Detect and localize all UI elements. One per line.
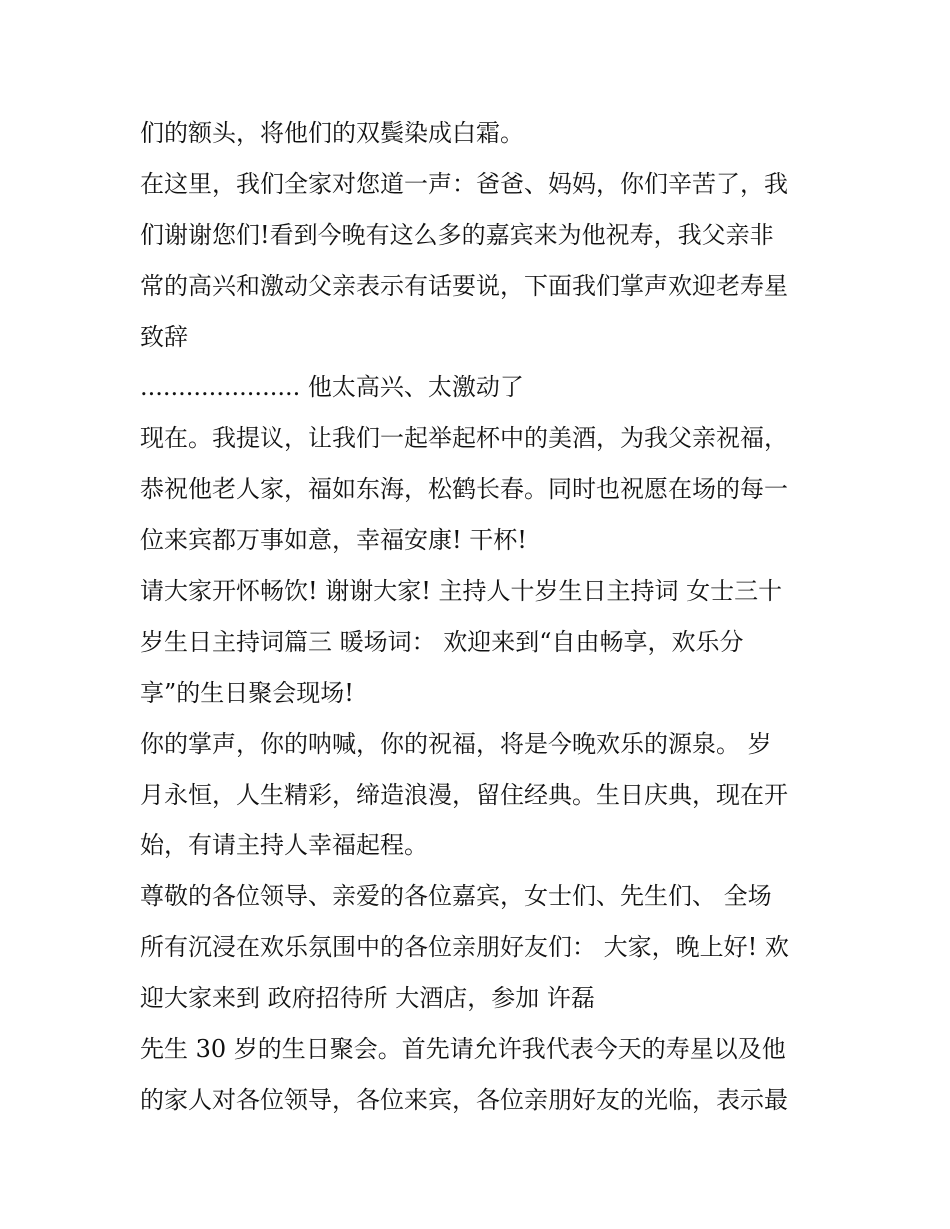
text-line-3: 们谢谢您们!看到今晚有这么多的嘉宾来为他祝寿，我父亲非	[140, 220, 774, 249]
text-line-16: 尊敬的各位领导、亲爱的各位嘉宾，女士们、先生们、 全场	[140, 882, 772, 911]
text-line-4: 常的高兴和激动父亲表示有话要说，下面我们掌声欢迎老寿星	[140, 271, 788, 300]
text-line-13: 你的掌声，你的呐喊，你的祝福，将是今晚欢乐的源泉。 岁	[140, 729, 772, 758]
text-line-5: 致辞	[140, 322, 188, 351]
text-line-8: 恭祝他老人家，福如东海，松鹤长春。同时也祝愿在场的每一	[140, 475, 788, 504]
text-line-20: 的家人对各位领导，各位来宾，各位亲朋好友的光临，表示最	[140, 1085, 788, 1114]
text-line-10: 请大家开怀畅饮! 谢谢大家! 主持人十岁生日主持词 女士三十	[140, 577, 783, 606]
text-line-11: 岁生日主持词篇三 暖场词： 欢迎来到“自由畅享，欢乐分	[140, 627, 744, 656]
text-line-15: 始，有请主持人幸福起程。	[140, 831, 428, 860]
text-line-18: 迎大家来到 政府招待所 大酒店，参加 许磊	[140, 984, 595, 1013]
text-line-9: 位来宾都万事如意，幸福安康! 干杯!	[140, 526, 527, 555]
document-body	[140, 108, 820, 1126]
text-line-2: 在这里，我们全家对您道一声：爸爸、妈妈，你们辛苦了，我	[140, 169, 788, 198]
text-line-19: 先生 30 岁的生日聚会。首先请允许我代表今天的寿星以及他	[140, 1035, 786, 1064]
text-line-7: 现在。我提议，让我们一起举起杯中的美酒，为我父亲祝福，	[140, 424, 788, 453]
text-line-17: 所有沉浸在欢乐氛围中的各位亲朋好友们： 大家，晚上好! 欢	[140, 933, 789, 962]
text-line-12: 享”的生日聚会现场!	[140, 678, 354, 707]
text-line-1: 们的额头，将他们的双鬓染成白霜。	[140, 119, 524, 147]
text-line-14: 月永恒，人生精彩，缔造浪漫，留住经典。生日庆典，现在开	[140, 780, 788, 809]
text-line-6: ..................... 他太高兴、太激动了	[140, 373, 524, 402]
